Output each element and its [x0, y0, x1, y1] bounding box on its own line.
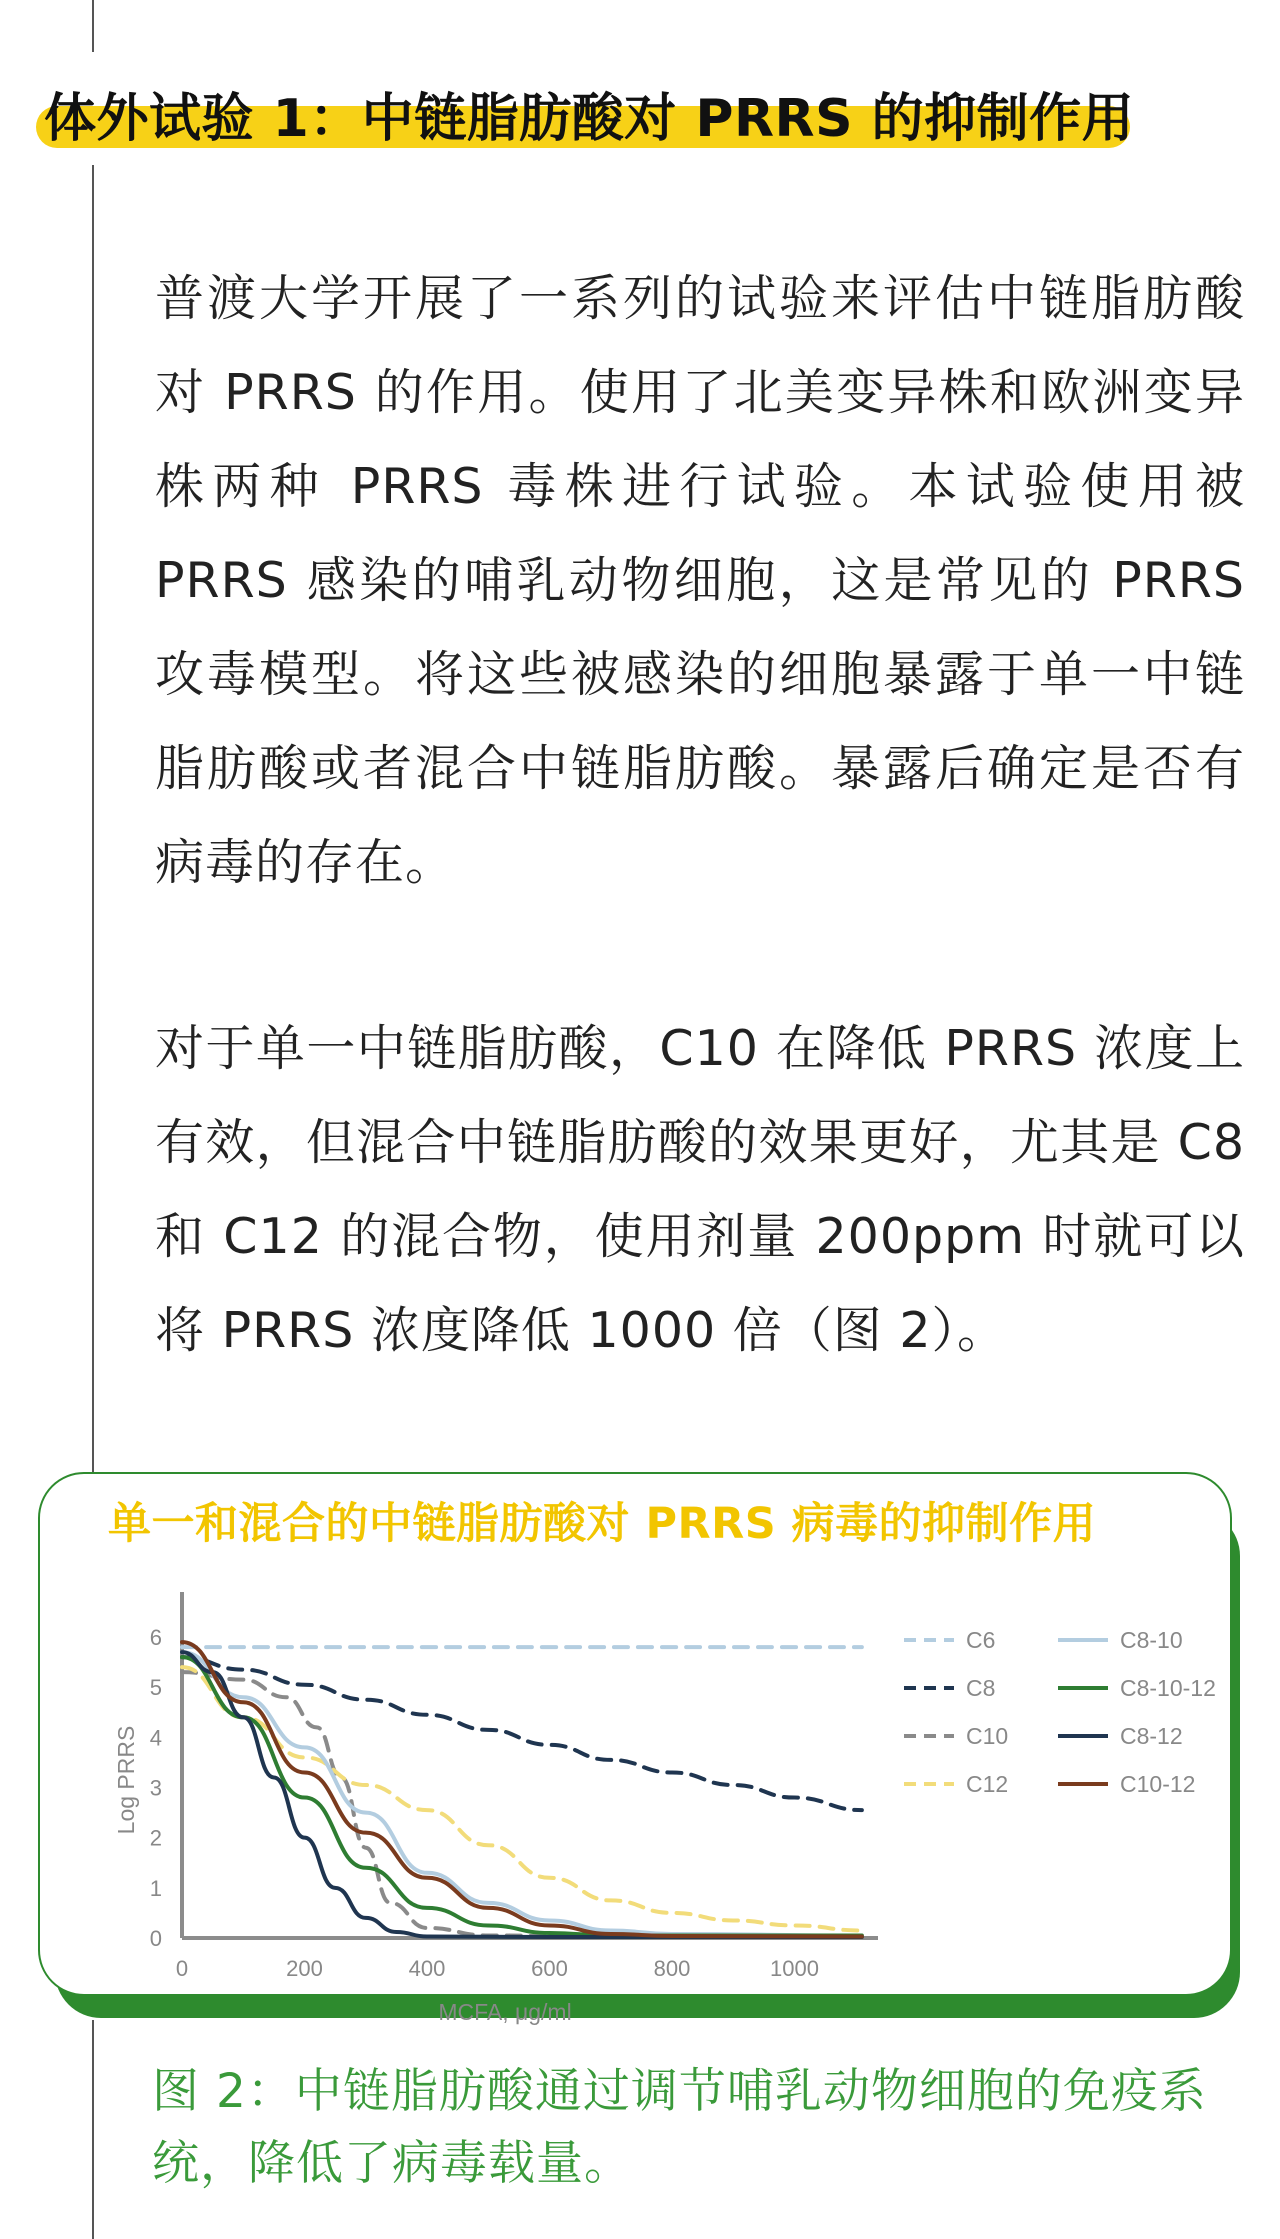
series-line-c10 — [182, 1672, 862, 1937]
y-tick-label: 1 — [149, 1875, 162, 1901]
y-tick-label: 6 — [149, 1625, 162, 1651]
legend-label-c10-12: C10-12 — [1120, 1771, 1196, 1797]
chart — [38, 1472, 1232, 2025]
chart-title: 单一和混合的中链脂肪酸对 PRRS 病毒的抑制作用 — [108, 1499, 1097, 1549]
x-tick-label: 0 — [175, 1956, 189, 1981]
legend-label-c8: C8 — [966, 1675, 996, 1701]
y-axis-label: Log PRRS — [113, 1725, 139, 1835]
series-line-c8-12 — [182, 1652, 862, 1937]
legend-label-c8-12: C8-12 — [1120, 1723, 1183, 1749]
x-tick-label: 200 — [286, 1956, 323, 1981]
paragraph-2: 对于单一中链脂肪酸，C10 在降低 PRRS 浓度上有效，但混合中链脂肪酸的效果更好，尤其是 C8 和 C12 的混合物，使用剂量 200ppm 时就可以将 PRRS 浓度降低 1000 倍（图 2）。 — [155, 1020, 1245, 1359]
legend-label-c12: C12 — [966, 1771, 1009, 1797]
legend-label-c8-10-12: C8-10-12 — [1120, 1675, 1216, 1701]
y-tick-label: 4 — [149, 1725, 162, 1751]
x-tick-label: 1000 — [770, 1956, 819, 1981]
left-margin-rule-top — [92, 0, 94, 52]
section-heading — [36, 60, 1136, 160]
left-margin-rule-bottom — [92, 2020, 94, 2239]
figure-caption: 图 2：中链脂肪酸通过调节哺乳动物细胞的免疫系统，降低了病毒载量。 — [152, 2064, 1207, 2191]
y-tick-label: 0 — [149, 1926, 162, 1951]
x-axis-label: MCFA, μg/ml — [438, 1999, 572, 2025]
legend-label-c8-10: C8-10 — [1120, 1627, 1183, 1653]
x-tick-label: 600 — [531, 1956, 568, 1981]
heading-text: 体外试验 1：中链脂肪酸对 PRRS 的抑制作用 — [44, 89, 1135, 149]
y-tick-label: 2 — [149, 1825, 162, 1851]
y-tick-label: 3 — [149, 1775, 162, 1801]
legend-label-c10: C10 — [966, 1723, 1009, 1749]
y-tick-label: 5 — [149, 1675, 162, 1701]
series-line-c12 — [182, 1667, 862, 1930]
x-tick-label: 400 — [408, 1956, 446, 1981]
legend-label-c6: C6 — [966, 1627, 996, 1653]
x-tick-label: 800 — [653, 1956, 691, 1981]
paragraph-1: 普渡大学开展了一系列的试验来评估中链脂肪酸对 PRRS 的作用。使用了北美变异株和欧洲变异株两种 PRRS 毒株进行试验。本试验使用被 PRRS 感染的哺乳动物细胞，这是常见的 PRRS 攻毒模型。将这些被感染的细胞暴露于单一中链脂肪酸或者混合中链脂肪酸。暴露后确定是否有病毒的存在。 — [155, 270, 1245, 891]
left-margin-rule-middle — [92, 165, 94, 1475]
